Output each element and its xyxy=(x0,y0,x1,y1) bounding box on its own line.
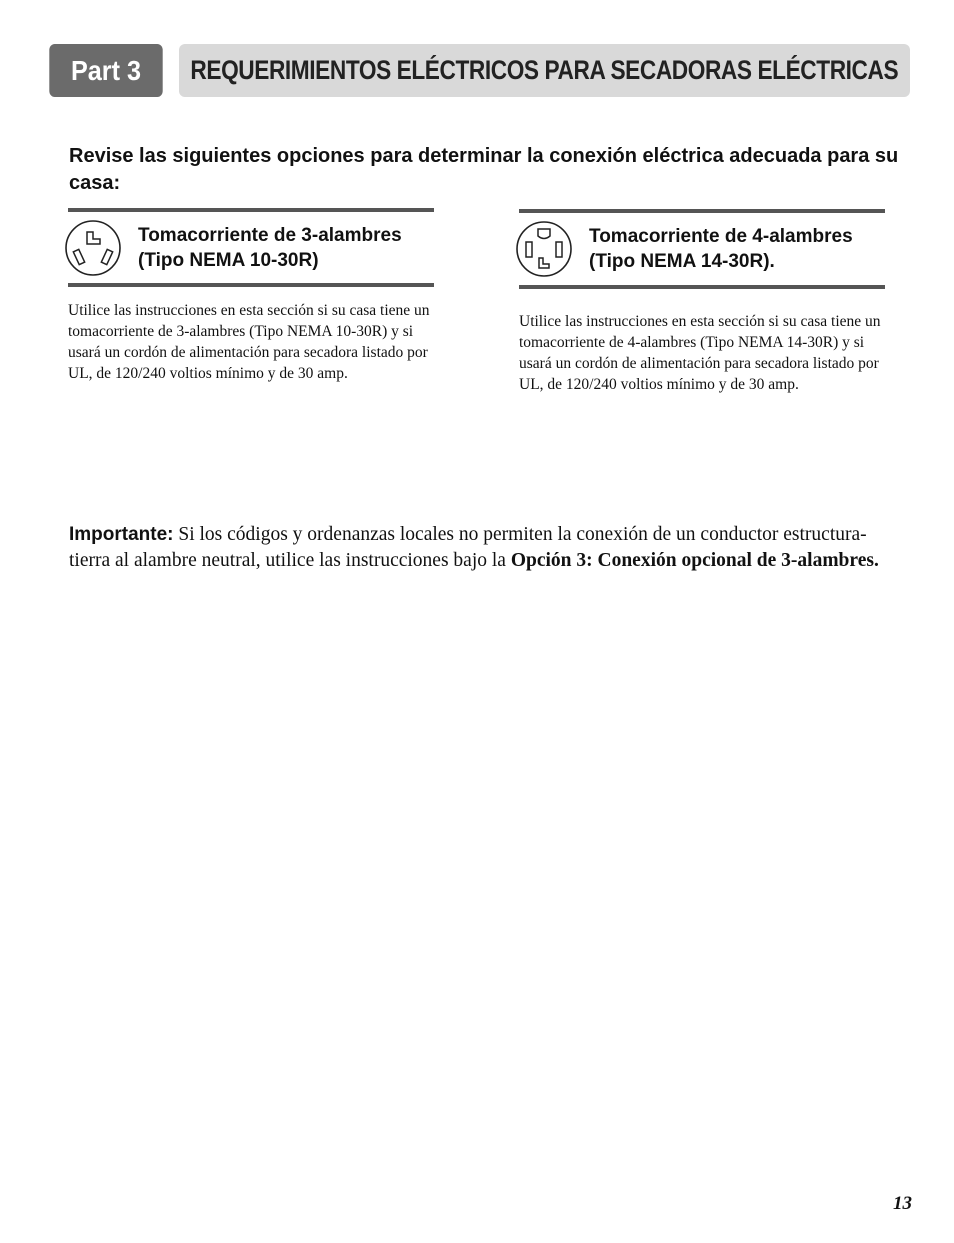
option-title-line2: (Tipo NEMA 10-30R) xyxy=(138,249,319,271)
page-title: REQUERIMIENTOS ELÉCTRICOS PARA SECADORAS ELÉCTRICAS xyxy=(190,55,899,85)
option-title-line1: Tomacorriente de 3-alambres xyxy=(138,224,402,246)
important-lead: Importante: xyxy=(69,524,174,545)
three-prong-outlet-icon xyxy=(64,219,122,277)
option-three-wire xyxy=(68,208,434,384)
divider xyxy=(519,285,885,289)
important-note xyxy=(69,522,879,574)
divider xyxy=(68,283,434,287)
intro-text: Revise las siguientes opciones para determinar la conexión eléctrica adecuada para su casa: xyxy=(69,145,899,194)
four-prong-outlet-icon xyxy=(515,220,573,278)
option-title-line2: (Tipo NEMA 14-30R). xyxy=(589,251,775,272)
section-title-bar xyxy=(179,44,910,97)
option-description: Utilice las instrucciones en esta sección si su casa tiene un tomacorriente de 3-alambres (Tipo NEMA 10-30R) y si usará un cordón de alimentación para secadora listado por UL, de 120/240 voltios mínimo y de 30 amp. xyxy=(68,302,430,382)
part-tab xyxy=(49,44,162,97)
page-number: 13 xyxy=(893,1193,912,1214)
important-text: Si los códigos y ordenanzas locales no permiten la conexión de un conductor estructura-tierra al alambre neutral, utilice las instrucciones bajo la xyxy=(69,524,867,571)
important-option-reference: Opción 3: Conexión opcional de 3-alambres. xyxy=(510,550,879,571)
option-description: Utilice las instrucciones en esta sección si su casa tiene un tomacorriente de 4-alambres (Tipo NEMA 14-30R) y si usará un cordón de alimentación para secadora listado por UL, de 120/240 voltios mínimo y de 30 amp. xyxy=(519,313,881,393)
option-four-wire xyxy=(519,209,885,395)
part-label: Part 3 xyxy=(70,54,142,86)
option-title-line1: Tomacorriente de 4-alambres xyxy=(589,226,853,247)
